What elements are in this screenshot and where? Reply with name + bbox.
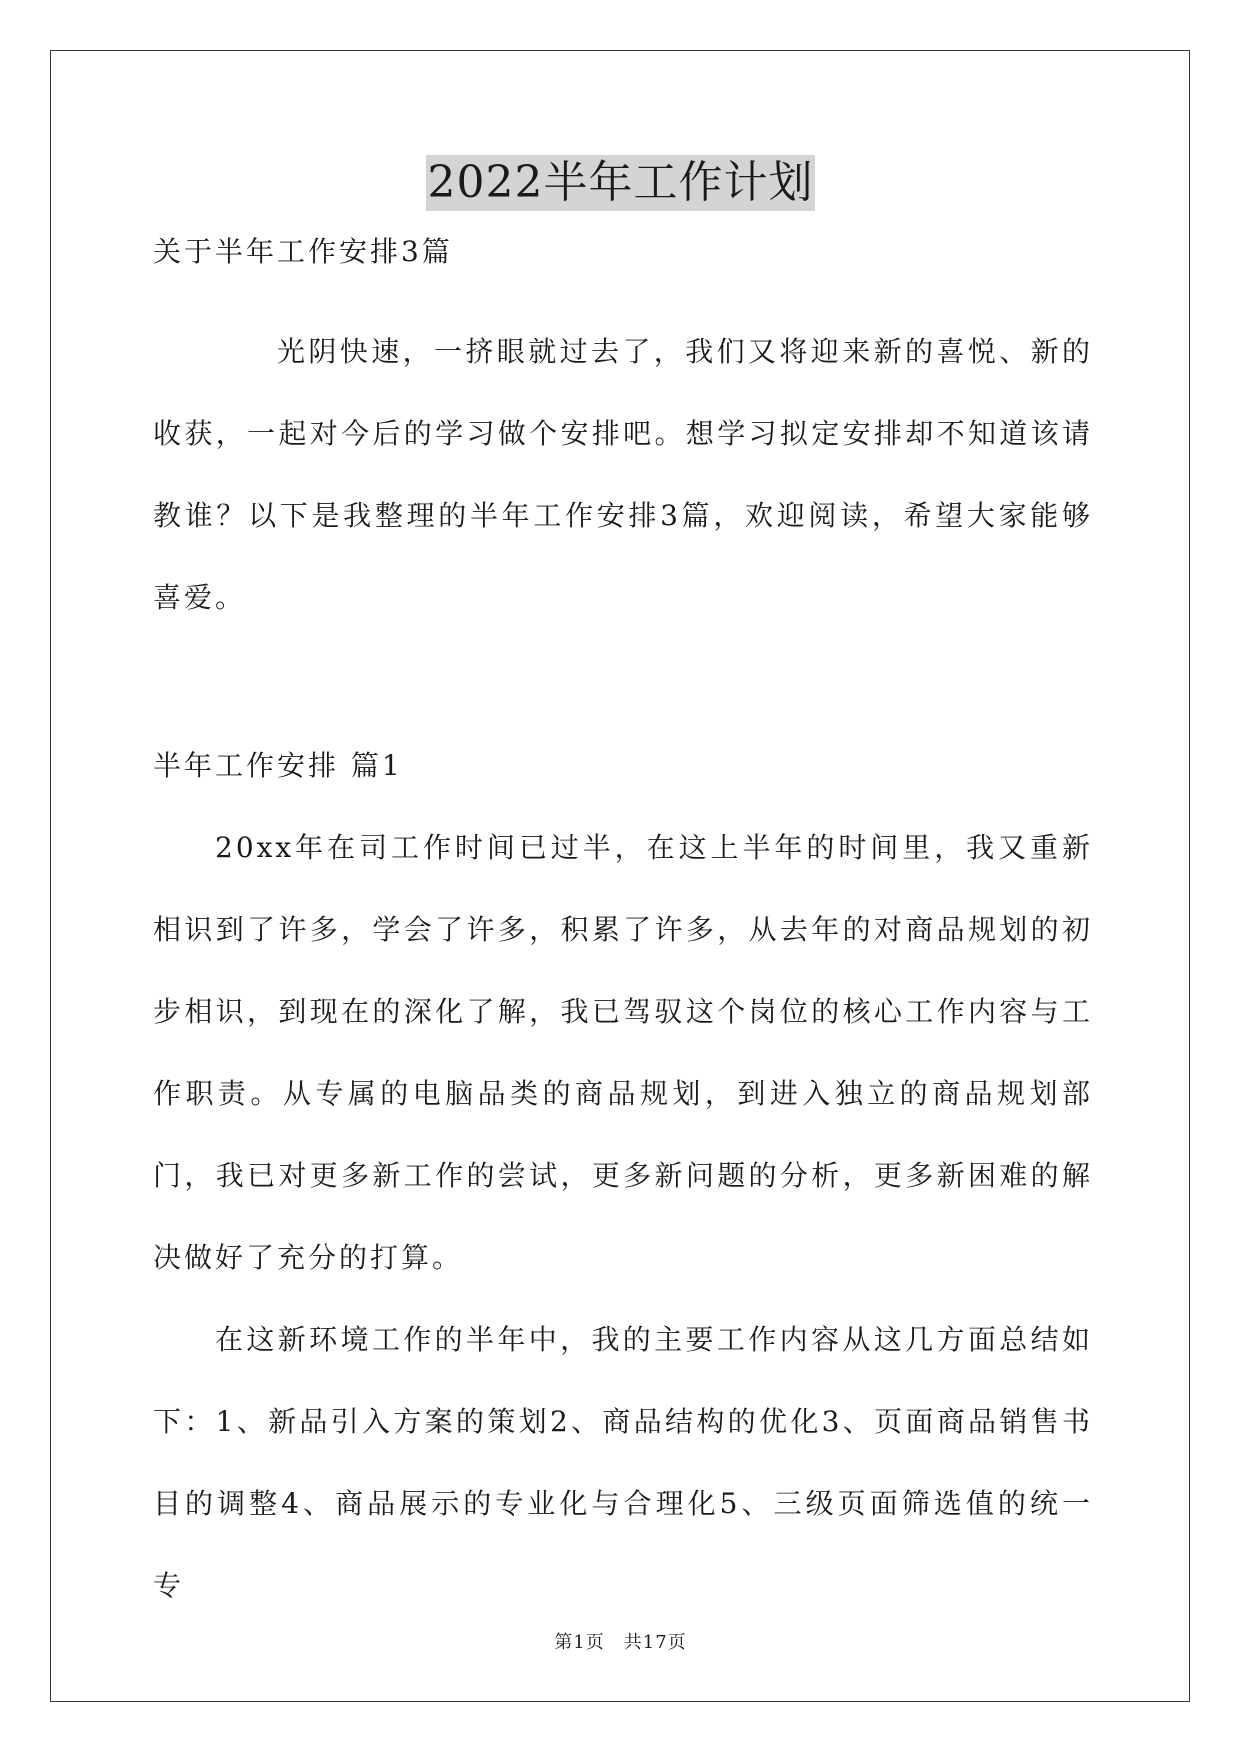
document-subtitle: 关于半年工作安排3篇 (153, 235, 453, 268)
body-paragraph: 20xx年在司工作时间已过半，在这上半年的时间里，我又重新相识到了许多，学会了许多，积累了许多，从去年的对商品规划的初步相识，到现在的深化了解，我已驾驭这个岗位的核心工作内容与工作职责。从专属的电脑品类的商品规划，到进入独立的商品规划部门，我已对更多新工作的尝试，更多新问题的分析，更多新困难的解决做好了充分的打算。 (153, 831, 1093, 1274)
document-body (153, 232, 1093, 1627)
document-title: 2022半年工作计划 (426, 155, 816, 211)
title-container (0, 155, 1241, 211)
intro-paragraph: 光阴快速，一挤眼就过去了，我们又将迎来新的喜悦、新的收获，一起对今后的学习做个安排吧。想学习拟定安排却不知道该请教谁？以下是我整理的半年工作安排3篇，欢迎阅读，希望大家能够喜爱。 (153, 335, 1093, 614)
section-title: 半年工作安排 篇1 (153, 749, 403, 782)
body-paragraph: 在这新环境工作的半年中，我的主要工作内容从这几方面总结如下：1、新品引入方案的策划2、商品结构的优化3、页面商品销售书目的调整4、商品展示的专业化与合理化5、三级页面筛选值的统一专 (153, 1323, 1093, 1602)
page-number: 第1页 共17页 (554, 1632, 687, 1653)
